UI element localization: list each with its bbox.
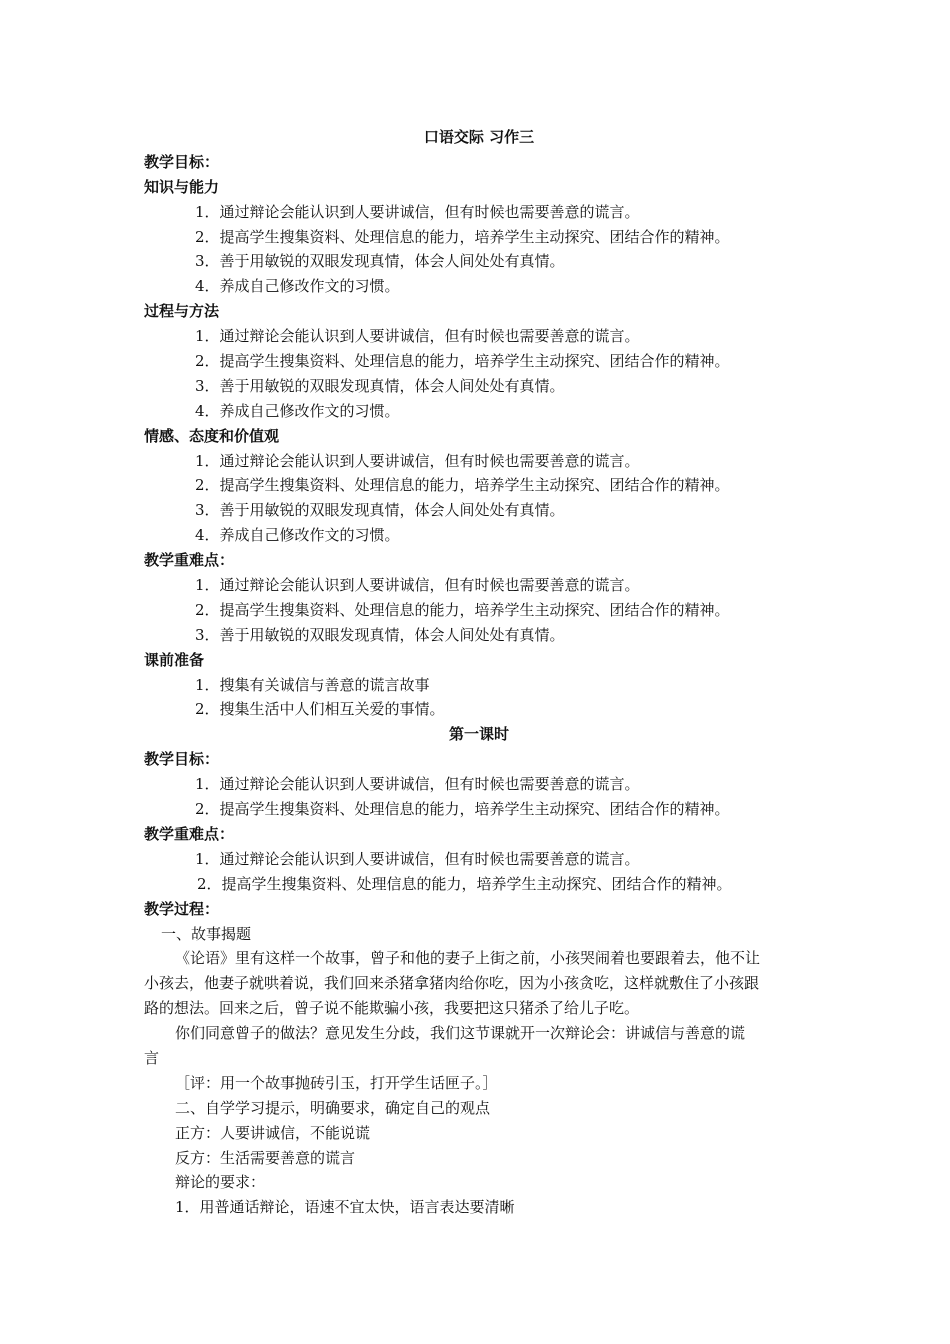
- emotion-item-1: 1．通过辩论会能认识到人要讲诚信，但有时候也需要善意的谎言。: [195, 451, 640, 470]
- requirement-item-1: 1．用普通话辩论，语速不宜太快，语言表达要清晰: [175, 1198, 515, 1217]
- emotion-heading: 情感、态度和价值观: [144, 426, 280, 445]
- process-method-item-4: 4．养成自己修改作文的习惯。: [195, 401, 400, 420]
- story-line-1: 《论语》里有这样一个故事，曾子和他的妻子上街之前，小孩哭闹着也要跟着去，他不让: [175, 949, 761, 968]
- question-line-2: 言: [144, 1048, 160, 1067]
- lesson1-title: 第一课时: [448, 725, 509, 744]
- knowledge-item-1: 1．通过辩论会能认识到人要讲诚信，但有时候也需要善意的谎言。: [195, 202, 640, 221]
- requirements-heading: 辩论的要求：: [175, 1173, 266, 1192]
- lesson1-process-heading: 教学过程：: [144, 899, 220, 918]
- preparation-heading: 课前准备: [144, 650, 205, 669]
- document-content: [144, 125, 814, 1220]
- knowledge-item-2: 2．提高学生搜集资料、处理信息的能力，培养学生主动探究、团结合作的精神。: [195, 227, 730, 246]
- step2-heading: 二、自学学习提示，明确要求，确定自己的观点: [175, 1098, 491, 1117]
- negative-line: 反方：生活需要善意的谎言: [175, 1148, 356, 1167]
- emotion-item-2: 2．提高学生搜集资料、处理信息的能力，培养学生主动探究、团结合作的精神。: [195, 476, 730, 495]
- preparation-item-1: 1．搜集有关诚信与善意的谎言故事: [195, 675, 430, 694]
- key-points-item-2: 2．提高学生搜集资料、处理信息的能力，培养学生主动探究、团结合作的精神。: [195, 600, 730, 619]
- process-method-item-1: 1．通过辩论会能认识到人要讲诚信，但有时候也需要善意的谎言。: [195, 327, 640, 346]
- emotion-item-4: 4．养成自己修改作文的习惯。: [195, 526, 400, 545]
- knowledge-item-4: 4．养成自己修改作文的习惯。: [195, 277, 400, 296]
- story-line-3: 路的想法。回来之后，曾子说不能欺骗小孩，我要把这只猪杀了给儿子吃。: [144, 999, 640, 1018]
- process-method-heading: 过程与方法: [144, 302, 220, 321]
- lesson1-key-points-item-2: 2．提高学生搜集资料、处理信息的能力，培养学生主动探究、团结合作的精神。: [197, 874, 732, 893]
- key-points-item-3: 3．善于用敏锐的双眼发现真情，体会人间处处有真情。: [195, 625, 565, 644]
- process-method-item-2: 2．提高学生搜集资料、处理信息的能力，培养学生主动探究、团结合作的精神。: [195, 352, 730, 371]
- question-line-1: 你们同意曾子的做法？意见发生分歧，我们这节课就开一次辩论会：讲诚信与善意的谎: [175, 1024, 746, 1043]
- objectives-heading: 教学目标：: [144, 152, 220, 171]
- knowledge-item-3: 3．善于用敏锐的双眼发现真情，体会人间处处有真情。: [195, 252, 565, 271]
- document-title: 口语交际 习作三: [423, 128, 535, 146]
- lesson1-key-points-item-1: 1．通过辩论会能认识到人要讲诚信，但有时候也需要善意的谎言。: [195, 849, 640, 868]
- affirmative-line: 正方：人要讲诚信，不能说谎: [175, 1123, 371, 1142]
- lesson1-objectives-item-1: 1．通过辩论会能认识到人要讲诚信，但有时候也需要善意的谎言。: [195, 775, 640, 794]
- knowledge-heading: 知识与能力: [144, 177, 220, 196]
- lesson1-objectives-heading: 教学目标：: [144, 750, 220, 769]
- key-points-item-1: 1．通过辩论会能认识到人要讲诚信，但有时候也需要善意的谎言。: [195, 576, 640, 595]
- story-line-2: 小孩去，他妻子就哄着说，我们回来杀猪拿猪肉给你吃，因为小孩贪吃，这样就敷住了小孩跟: [144, 974, 760, 993]
- comment-line: ［评：用一个故事抛砖引玉，打开学生话匣子。］: [175, 1073, 498, 1092]
- lesson1-objectives-item-2: 2．提高学生搜集资料、处理信息的能力，培养学生主动探究、团结合作的精神。: [195, 800, 730, 819]
- step1-heading: 一、故事揭题: [161, 924, 252, 943]
- preparation-item-2: 2．搜集生活中人们相互关爱的事情。: [195, 700, 445, 719]
- lesson1-key-points-heading: 教学重难点：: [144, 824, 235, 843]
- process-method-item-3: 3．善于用敏锐的双眼发现真情，体会人间处处有真情。: [195, 376, 565, 395]
- emotion-item-3: 3．善于用敏锐的双眼发现真情，体会人间处处有真情。: [195, 501, 565, 520]
- key-points-heading: 教学重难点：: [144, 551, 235, 570]
